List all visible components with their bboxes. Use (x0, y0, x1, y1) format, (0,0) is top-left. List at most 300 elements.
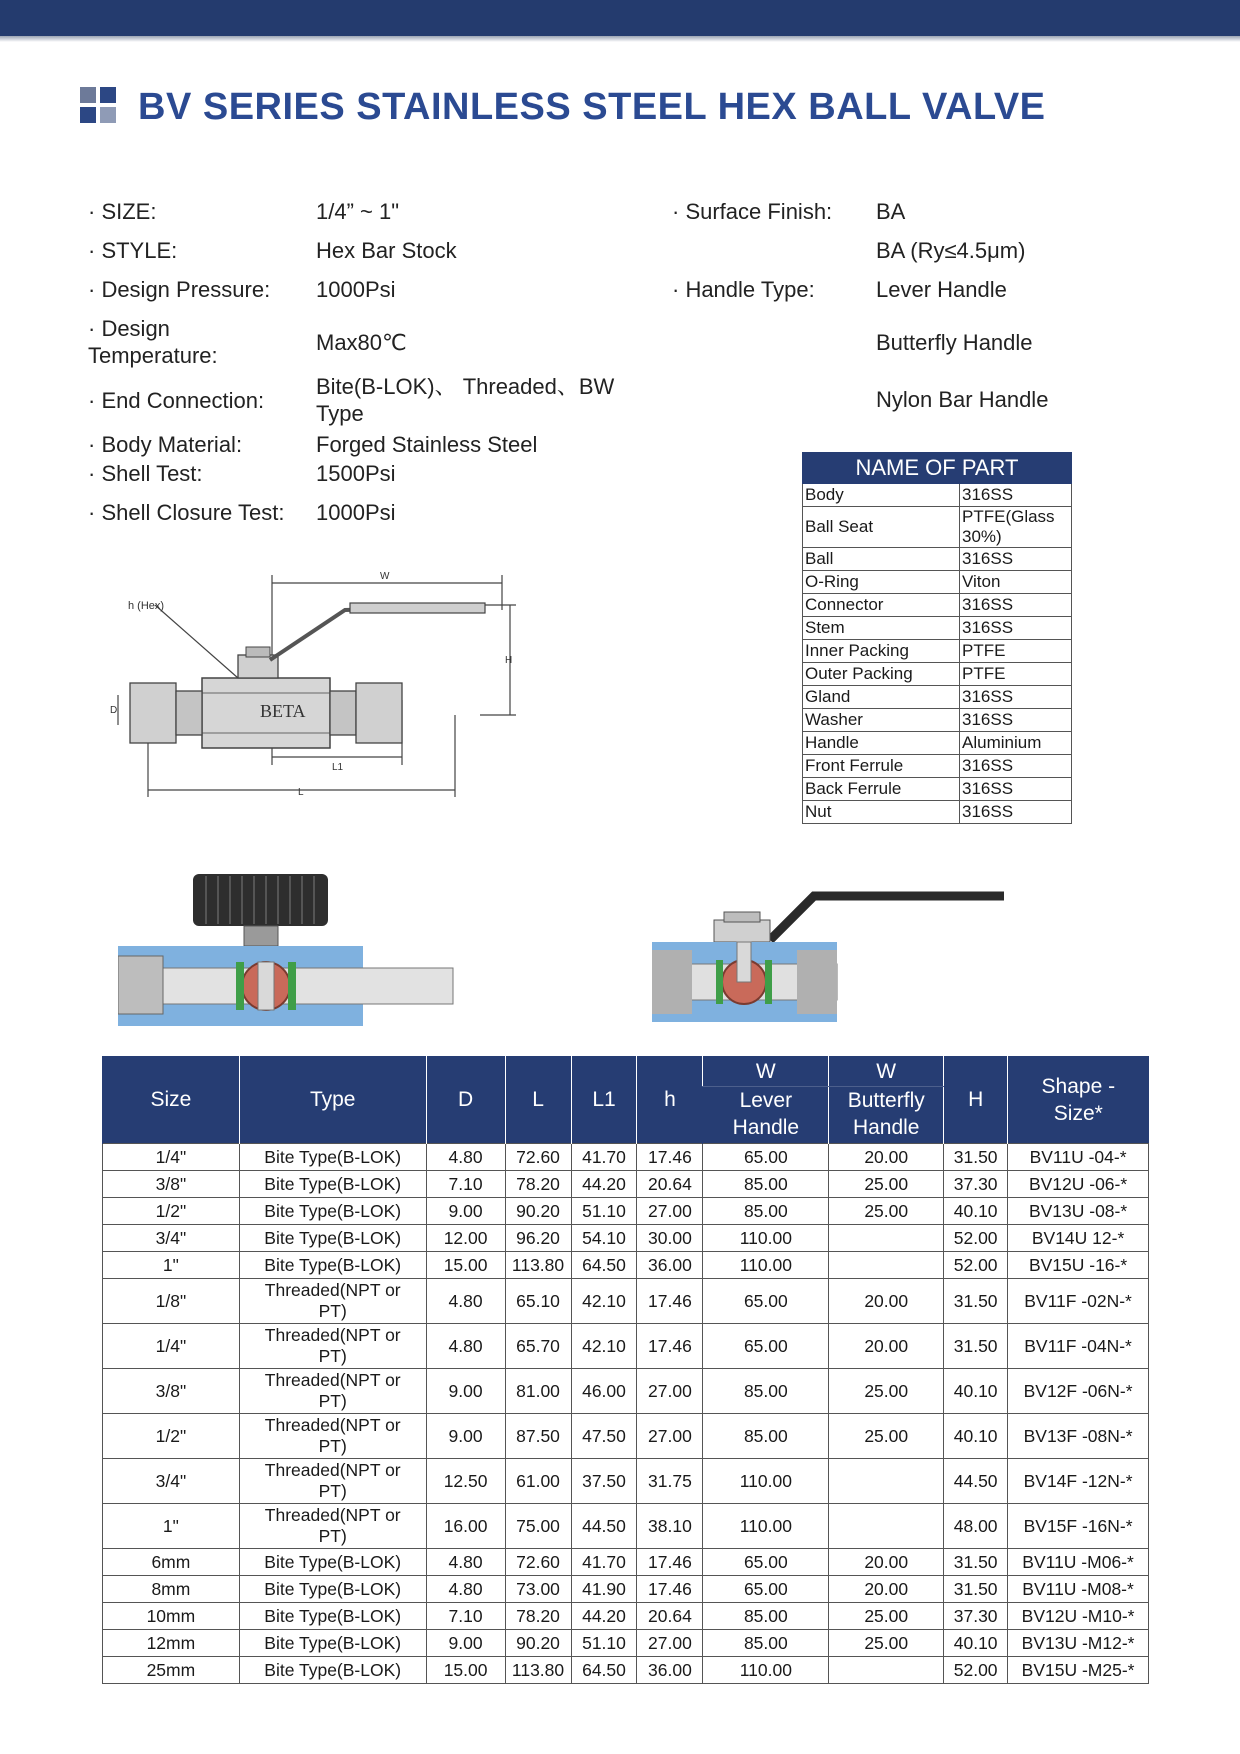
cell-h: 27.00 (637, 1198, 703, 1225)
cell-w-lever: 65.00 (703, 1324, 829, 1369)
cell-type-line-2: PT) (318, 1526, 347, 1546)
cell-shape-size: BV13U -08-* (1008, 1198, 1149, 1225)
part-name: Back Ferrule (803, 778, 960, 801)
cell-size: 1/2" (103, 1414, 240, 1459)
part-material-line-2: 30%) (962, 527, 1002, 546)
cell-l1: 41.70 (571, 1144, 637, 1171)
spec-label-shell-test: · Shell Test: (88, 461, 203, 486)
cell-l1: 54.10 (571, 1225, 637, 1252)
table-row (103, 1657, 1149, 1684)
cell-type (239, 1279, 426, 1324)
cell-d: 16.00 (426, 1504, 505, 1549)
spec-label-temperature-2: Temperature: (88, 343, 218, 368)
part-material: 316SS (960, 548, 1072, 571)
title-block (80, 82, 1046, 132)
table-row (803, 571, 1072, 594)
table-row (803, 507, 1072, 548)
cell-H: 40.10 (944, 1630, 1008, 1657)
cell-w-butterfly (829, 1657, 944, 1684)
cell-l1: 47.50 (571, 1414, 637, 1459)
cell-h: 31.75 (637, 1459, 703, 1504)
spec-value-handle-nylon: Nylon Bar Handle (876, 387, 1049, 412)
cell-l: 72.60 (505, 1549, 571, 1576)
cell-d: 9.00 (426, 1630, 505, 1657)
cell-type (239, 1414, 426, 1459)
cell-d: 4.80 (426, 1279, 505, 1324)
part-material: 316SS (960, 484, 1072, 507)
spec-value-surface-2: BA (Ry≤4.5μm) (876, 238, 1026, 263)
cell-shape-size: BV15U -M25-* (1008, 1657, 1149, 1684)
cell-w-lever: 65.00 (703, 1279, 829, 1324)
cell-type-line-1: Bite Type(B-LOK) (264, 1605, 402, 1626)
col-shape-size (1008, 1056, 1149, 1144)
cell-l: 75.00 (505, 1504, 571, 1549)
cell-w-lever: 110.00 (703, 1459, 829, 1504)
spec-label-style: · STYLE: (88, 238, 178, 263)
spec-label-temperature-1: · Design (88, 316, 170, 341)
table-row (803, 640, 1072, 663)
cell-l: 61.00 (505, 1459, 571, 1504)
cell-size: 1/4" (103, 1324, 240, 1369)
cell-H: 37.30 (944, 1171, 1008, 1198)
cell-size: 8mm (103, 1576, 240, 1603)
cell-l1: 41.70 (571, 1549, 637, 1576)
cell-h: 38.10 (637, 1504, 703, 1549)
cell-l: 113.80 (505, 1252, 571, 1279)
table-row (103, 1630, 1149, 1657)
cell-size: 1" (103, 1504, 240, 1549)
cell-type-line-1: Bite Type(B-LOK) (264, 1200, 402, 1221)
label-l: L (298, 787, 304, 798)
specs-left (88, 198, 648, 538)
col-H: H (944, 1056, 1008, 1144)
cell-d: 7.10 (426, 1171, 505, 1198)
label-l1: L1 (332, 762, 344, 773)
cell-d: 4.80 (426, 1576, 505, 1603)
top-banner-shadow (0, 36, 1240, 42)
specs-right (672, 198, 1172, 418)
cell-d: 15.00 (426, 1252, 505, 1279)
spec-value-shell-closure: 1000Psi (316, 500, 396, 525)
cell-l: 96.20 (505, 1225, 571, 1252)
cell-type-line-1: Bite Type(B-LOK) (264, 1254, 402, 1275)
col-w-butterfly-sub-2: Handle (829, 1114, 944, 1144)
cell-l: 65.70 (505, 1324, 571, 1369)
cell-shape-size: BV12U -06-* (1008, 1171, 1149, 1198)
table-row (803, 663, 1072, 686)
cell-h: 27.00 (637, 1414, 703, 1459)
page-title: BV SERIES STAINLESS STEEL HEX BALL VALVE (138, 85, 1046, 128)
table-row (103, 1549, 1149, 1576)
part-material: Viton (960, 571, 1072, 594)
cell-type (239, 1603, 426, 1630)
cell-H: 48.00 (944, 1504, 1008, 1549)
cell-type-line-1: Bite Type(B-LOK) (264, 1578, 402, 1599)
cell-l1: 51.10 (571, 1198, 637, 1225)
part-name: O-Ring (803, 571, 960, 594)
cell-h: 17.46 (637, 1549, 703, 1576)
cell-l: 81.00 (505, 1369, 571, 1414)
spec-value-size: 1/4” ~ 1" (316, 199, 400, 224)
part-material: 316SS (960, 801, 1072, 824)
cell-h: 27.00 (637, 1630, 703, 1657)
cell-h: 20.64 (637, 1171, 703, 1198)
cell-w-lever: 85.00 (703, 1603, 829, 1630)
cell-H: 40.10 (944, 1414, 1008, 1459)
cell-l1: 44.20 (571, 1171, 637, 1198)
part-name: Front Ferrule (803, 755, 960, 778)
table-row (103, 1279, 1149, 1324)
cell-l1: 44.50 (571, 1504, 637, 1549)
spec-label-pressure: · Design Pressure: (88, 277, 271, 302)
cell-l: 90.20 (505, 1198, 571, 1225)
col-w-butterfly-sub-1: Butterfly (829, 1087, 944, 1115)
spec-label-body-material: · Body Material: (88, 432, 243, 457)
cell-type-line-1: Threaded(NPT or (264, 1460, 401, 1480)
cell-h: 20.64 (637, 1603, 703, 1630)
cell-h: 17.46 (637, 1144, 703, 1171)
cell-type-line-2: PT) (318, 1301, 347, 1321)
cell-type-line-1: Threaded(NPT or (264, 1370, 401, 1390)
label-d: D (110, 705, 118, 716)
cell-w-butterfly (829, 1252, 944, 1279)
spec-value-shell-test: 1500Psi (316, 461, 396, 486)
col-d: D (426, 1056, 505, 1144)
spec-label-handle: · Handle Type: (672, 277, 815, 302)
cell-w-lever: 110.00 (703, 1504, 829, 1549)
cell-shape-size: BV13F -08N-* (1008, 1414, 1149, 1459)
cell-H: 31.50 (944, 1576, 1008, 1603)
col-h: h (637, 1056, 703, 1144)
cell-d: 4.80 (426, 1324, 505, 1369)
cell-h: 36.00 (637, 1252, 703, 1279)
cell-size: 3/8" (103, 1171, 240, 1198)
cell-l: 73.00 (505, 1576, 571, 1603)
part-material: 316SS (960, 686, 1072, 709)
cell-w-butterfly (829, 1225, 944, 1252)
col-w-lever-sub-2: Handle (703, 1114, 829, 1144)
brand-mark: BETA (260, 701, 306, 721)
table-row (103, 1225, 1149, 1252)
top-banner (0, 0, 1240, 36)
cell-d: 12.00 (426, 1225, 505, 1252)
part-material: 316SS (960, 594, 1072, 617)
spec-value-pressure: 1000Psi (316, 277, 396, 302)
col-w-butterfly: W (829, 1056, 944, 1087)
label-h: H (505, 655, 513, 666)
cell-h: 17.46 (637, 1576, 703, 1603)
dimensions-table-body (103, 1144, 1149, 1684)
cell-l1: 46.00 (571, 1369, 637, 1414)
spec-label-surface: · Surface Finish: (672, 199, 833, 224)
table-row (103, 1459, 1149, 1504)
part-name: Body (803, 484, 960, 507)
cell-type-line-2: PT) (318, 1436, 347, 1456)
part-name: Ball (803, 548, 960, 571)
part-name: Handle (803, 732, 960, 755)
part-name: Gland (803, 686, 960, 709)
table-row (103, 1603, 1149, 1630)
cell-size: 6mm (103, 1549, 240, 1576)
cell-w-lever: 110.00 (703, 1225, 829, 1252)
cell-type (239, 1324, 426, 1369)
spec-label-size: · SIZE: (88, 199, 157, 224)
cell-shape-size: BV11U -04-* (1008, 1144, 1149, 1171)
cell-w-lever: 65.00 (703, 1549, 829, 1576)
cell-w-butterfly: 25.00 (829, 1171, 944, 1198)
cell-shape-size: BV11U -M06-* (1008, 1549, 1149, 1576)
cell-d: 7.10 (426, 1603, 505, 1630)
cell-w-butterfly: 25.00 (829, 1369, 944, 1414)
cell-shape-size: BV15U -16-* (1008, 1252, 1149, 1279)
cell-type (239, 1576, 426, 1603)
cell-h: 30.00 (637, 1225, 703, 1252)
cell-l1: 42.10 (571, 1279, 637, 1324)
cell-h: 17.46 (637, 1324, 703, 1369)
cell-type (239, 1198, 426, 1225)
cell-H: 31.50 (944, 1324, 1008, 1369)
cell-type (239, 1459, 426, 1504)
cell-shape-size: BV11U -M08-* (1008, 1576, 1149, 1603)
cell-l: 72.60 (505, 1144, 571, 1171)
cell-H: 31.50 (944, 1144, 1008, 1171)
col-shape-line-1: Shape - (1041, 1074, 1116, 1098)
cell-shape-size: BV11F -02N-* (1008, 1279, 1149, 1324)
cell-w-lever: 65.00 (703, 1144, 829, 1171)
cell-type-line-1: Bite Type(B-LOK) (264, 1227, 402, 1248)
cell-size: 25mm (103, 1657, 240, 1684)
table-row (803, 801, 1072, 824)
cell-H: 40.10 (944, 1198, 1008, 1225)
cell-w-butterfly: 20.00 (829, 1324, 944, 1369)
table-row (103, 1576, 1149, 1603)
cell-l: 65.10 (505, 1279, 571, 1324)
cell-H: 31.50 (944, 1279, 1008, 1324)
cell-d: 4.80 (426, 1144, 505, 1171)
col-l1: L1 (571, 1056, 637, 1144)
cell-w-lever: 85.00 (703, 1369, 829, 1414)
part-name: Ball Seat (803, 507, 960, 548)
cell-H: 31.50 (944, 1549, 1008, 1576)
table-row (103, 1171, 1149, 1198)
part-name: Connector (803, 594, 960, 617)
spec-value-surface-1: BA (876, 199, 906, 224)
dimensions-table (102, 1056, 1149, 1684)
cell-l: 78.20 (505, 1171, 571, 1198)
cell-w-lever: 85.00 (703, 1414, 829, 1459)
cell-H: 44.50 (944, 1459, 1008, 1504)
cell-type (239, 1144, 426, 1171)
cell-type-line-1: Bite Type(B-LOK) (264, 1551, 402, 1572)
cell-w-lever: 85.00 (703, 1171, 829, 1198)
col-shape-line-2: Size* (1053, 1101, 1103, 1125)
spec-value-style: Hex Bar Stock (316, 238, 457, 263)
table-row (803, 548, 1072, 571)
table-row (803, 617, 1072, 640)
cell-w-butterfly: 20.00 (829, 1279, 944, 1324)
spec-value-handle-lever: Lever Handle (876, 277, 1007, 302)
table-row (803, 484, 1072, 507)
table-row (103, 1144, 1149, 1171)
spec-label-end-connection: · End Connection: (88, 388, 265, 413)
col-type: Type (239, 1056, 426, 1144)
cell-w-lever: 65.00 (703, 1576, 829, 1603)
cell-w-butterfly: 20.00 (829, 1549, 944, 1576)
cell-l1: 64.50 (571, 1657, 637, 1684)
cell-w-butterfly: 20.00 (829, 1576, 944, 1603)
cell-size: 3/8" (103, 1369, 240, 1414)
part-material: PTFE (960, 640, 1072, 663)
table-row (103, 1324, 1149, 1369)
table-row (103, 1198, 1149, 1225)
cell-w-lever: 85.00 (703, 1198, 829, 1225)
parts-table-header: NAME OF PART (803, 453, 1072, 484)
parts-table (802, 452, 1072, 824)
cell-w-butterfly: 25.00 (829, 1198, 944, 1225)
cell-shape-size: BV14U 12-* (1008, 1225, 1149, 1252)
cell-H: 37.30 (944, 1603, 1008, 1630)
cell-w-lever: 110.00 (703, 1252, 829, 1279)
cell-type-line-1: Threaded(NPT or (264, 1280, 401, 1300)
cell-l: 90.20 (505, 1630, 571, 1657)
spec-value-end-connection-2: Type (316, 401, 364, 426)
table-row (803, 594, 1072, 617)
part-material: Aluminium (960, 732, 1072, 755)
squares-logo-icon (80, 87, 118, 127)
cell-type (239, 1504, 426, 1549)
cell-size: 1/4" (103, 1144, 240, 1171)
cell-type-line-1: Threaded(NPT or (264, 1505, 401, 1525)
cell-type (239, 1369, 426, 1414)
cell-type-line-1: Bite Type(B-LOK) (264, 1659, 402, 1680)
part-name: Washer (803, 709, 960, 732)
table-row (103, 1414, 1149, 1459)
cell-H: 52.00 (944, 1225, 1008, 1252)
part-name: Nut (803, 801, 960, 824)
table-row (803, 755, 1072, 778)
cell-l1: 44.20 (571, 1603, 637, 1630)
part-material: 316SS (960, 778, 1072, 801)
cell-h: 17.46 (637, 1279, 703, 1324)
cell-size: 3/4" (103, 1225, 240, 1252)
col-l: L (505, 1056, 571, 1144)
valve-dimension-drawing (110, 565, 530, 810)
part-material: 316SS (960, 617, 1072, 640)
cell-size: 10mm (103, 1603, 240, 1630)
cell-type (239, 1171, 426, 1198)
part-name: Outer Packing (803, 663, 960, 686)
cell-w-butterfly (829, 1459, 944, 1504)
cell-type (239, 1549, 426, 1576)
cell-size: 3/4" (103, 1459, 240, 1504)
cell-w-butterfly: 25.00 (829, 1630, 944, 1657)
cell-l1: 51.10 (571, 1630, 637, 1657)
label-w: W (380, 571, 390, 582)
cell-type-line-1: Bite Type(B-LOK) (264, 1632, 402, 1653)
cell-w-lever: 110.00 (703, 1657, 829, 1684)
cell-w-butterfly: 20.00 (829, 1144, 944, 1171)
part-material: 316SS (960, 755, 1072, 778)
spec-value-end-connection-1: Bite(B-LOK)、 Threaded、BW (316, 374, 615, 399)
cell-type-line-1: Threaded(NPT or (264, 1415, 401, 1435)
cell-type (239, 1657, 426, 1684)
cell-d: 9.00 (426, 1369, 505, 1414)
part-material-line-1: PTFE(Glass (962, 507, 1055, 526)
cell-H: 52.00 (944, 1252, 1008, 1279)
cell-d: 9.00 (426, 1198, 505, 1225)
spec-label-shell-closure: · Shell Closure Test: (88, 500, 285, 525)
table-row (103, 1369, 1149, 1414)
table-row (803, 732, 1072, 755)
cell-h: 27.00 (637, 1369, 703, 1414)
cell-w-butterfly: 25.00 (829, 1414, 944, 1459)
cell-l1: 64.50 (571, 1252, 637, 1279)
cell-l1: 42.10 (571, 1324, 637, 1369)
cell-H: 40.10 (944, 1369, 1008, 1414)
cell-l1: 37.50 (571, 1459, 637, 1504)
cell-w-butterfly (829, 1504, 944, 1549)
cell-type-line-1: Bite Type(B-LOK) (264, 1173, 402, 1194)
cell-type-line-1: Threaded(NPT or (264, 1325, 401, 1345)
spec-value-handle-butterfly: Butterfly Handle (876, 330, 1033, 355)
table-row (803, 686, 1072, 709)
cell-d: 4.80 (426, 1549, 505, 1576)
cell-shape-size: BV12F -06N-* (1008, 1369, 1149, 1414)
table-row (803, 778, 1072, 801)
cell-size: 1" (103, 1252, 240, 1279)
cell-type (239, 1252, 426, 1279)
cutaway-lever-handle-image (652, 878, 1008, 1023)
cell-shape-size: BV14F -12N-* (1008, 1459, 1149, 1504)
cell-type-line-2: PT) (318, 1391, 347, 1411)
cell-type-line-2: PT) (318, 1481, 347, 1501)
cell-w-butterfly: 25.00 (829, 1603, 944, 1630)
table-row (103, 1252, 1149, 1279)
cell-shape-size: BV11F -04N-* (1008, 1324, 1149, 1369)
col-w-lever: W (703, 1056, 829, 1087)
cell-shape-size: BV15F -16N-* (1008, 1504, 1149, 1549)
cell-shape-size: BV13U -M12-* (1008, 1630, 1149, 1657)
cell-l: 87.50 (505, 1414, 571, 1459)
cell-l: 113.80 (505, 1657, 571, 1684)
cell-size: 1/8" (103, 1279, 240, 1324)
cell-shape-size: BV12U -M10-* (1008, 1603, 1149, 1630)
cell-l1: 41.90 (571, 1576, 637, 1603)
cell-H: 52.00 (944, 1657, 1008, 1684)
cutaway-nylon-handle-image (118, 868, 463, 1030)
cell-h: 36.00 (637, 1657, 703, 1684)
part-material: PTFE (960, 663, 1072, 686)
part-material (960, 507, 1072, 548)
cell-size: 12mm (103, 1630, 240, 1657)
col-w-lever-sub-1: Lever (703, 1087, 829, 1115)
cell-d: 9.00 (426, 1414, 505, 1459)
spec-value-temperature: Max80℃ (316, 330, 407, 355)
table-row (803, 709, 1072, 732)
cell-type (239, 1225, 426, 1252)
cell-size: 1/2" (103, 1198, 240, 1225)
cell-d: 12.50 (426, 1459, 505, 1504)
part-name: Stem (803, 617, 960, 640)
spec-value-body-material: Forged Stainless Steel (316, 432, 538, 457)
cell-d: 15.00 (426, 1657, 505, 1684)
table-row (103, 1504, 1149, 1549)
col-size: Size (103, 1056, 240, 1144)
label-h-hex: h (Hex) (128, 600, 165, 612)
cell-type (239, 1630, 426, 1657)
part-material: 316SS (960, 709, 1072, 732)
cell-type-line-2: PT) (318, 1346, 347, 1366)
